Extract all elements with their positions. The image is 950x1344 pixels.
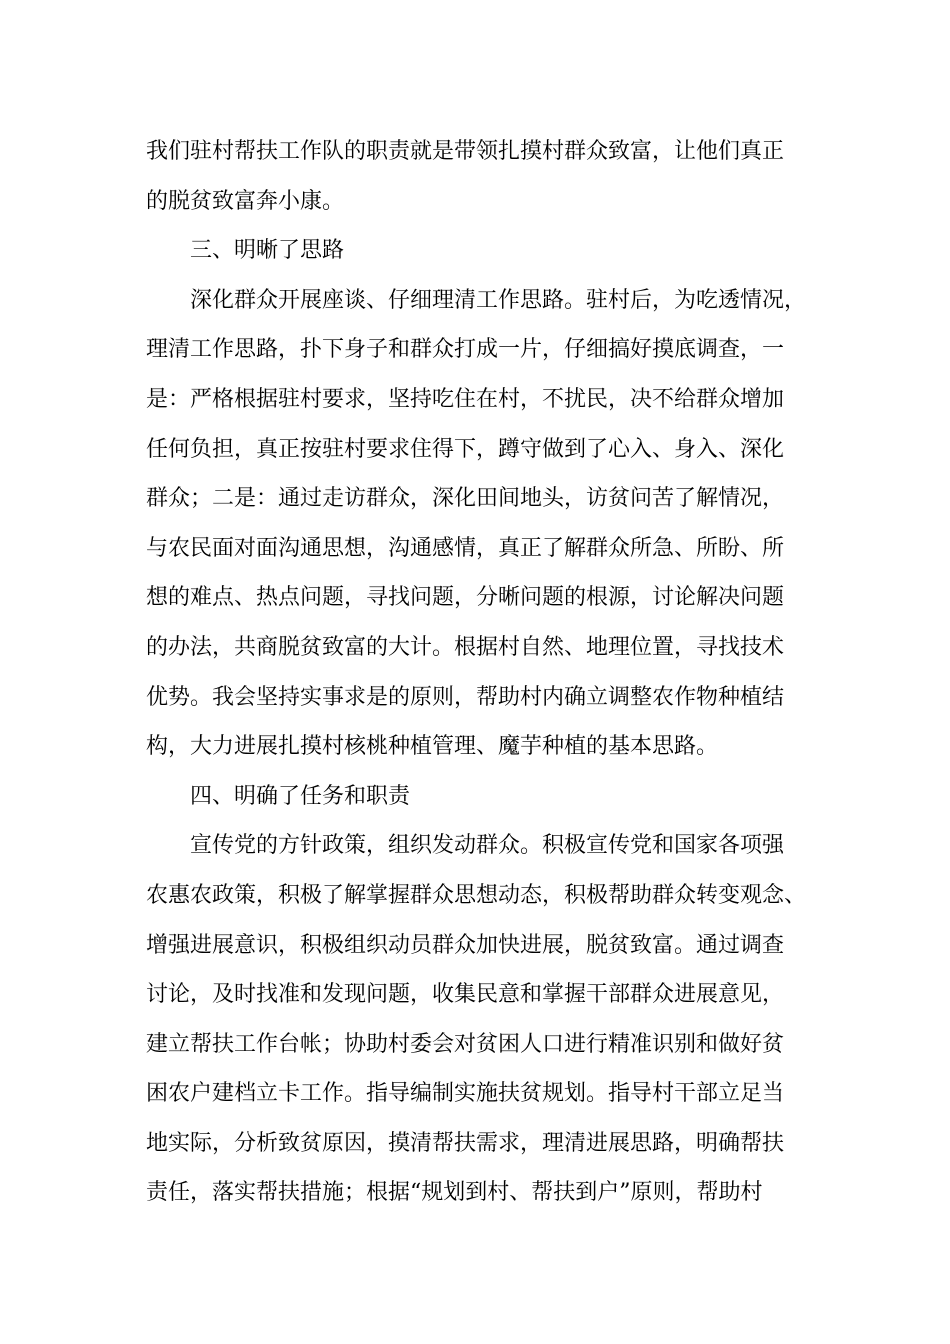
paragraph-line: 优势。我会坚持实事求是的原则，帮助村内确立调整农作物种植结 bbox=[146, 684, 785, 710]
paragraph-line: 想的难点、热点问题，寻找问题，分晰问题的根源，讨论解决问题 bbox=[146, 585, 785, 611]
paragraph-line: 群众；二是：通过走访群众，深化田间地头，访贫问苦了解情况， bbox=[146, 486, 785, 512]
paragraph-line: 的办法，共商脱贫致富的大计。根据村自然、地理位置，寻找技术 bbox=[146, 634, 785, 660]
paragraph-line: 讨论，及时找准和发现问题，收集民意和掌握干部群众进展意见， bbox=[146, 982, 785, 1008]
paragraph-line: 地实际，分析致贫原因，摸清帮扶需求，理清进展思路，明确帮扶 bbox=[146, 1130, 785, 1156]
paragraph-line: 构，大力进展扎摸村核桃种植管理、魔芋种植的基本思路。 bbox=[146, 734, 719, 760]
paragraph-line: 深化群众开展座谈、仔细理清工作思路。驻村后，为吃透情况， bbox=[190, 287, 807, 313]
paragraph-line: 与农民面对面沟通思想，沟通感情，真正了解群众所急、所盼、所 bbox=[146, 535, 785, 561]
paragraph-line: 增强进展意识，积极组织动员群众加快进展，脱贫致富。通过调查 bbox=[146, 932, 785, 958]
paragraph-line: 农惠农政策，积极了解掌握群众思想动态，积极帮助群众转变观念、 bbox=[146, 882, 807, 908]
paragraph-line: 宣传党的方针政策，组织发动群众。积极宣传党和国家各项强 bbox=[190, 833, 785, 859]
paragraph-line: 建立帮扶工作台帐；协助村委会对贫困人口进行精准识别和做好贫 bbox=[146, 1031, 785, 1057]
paragraph-line: 理清工作思路，扑下身子和群众打成一片，仔细搞好摸底调查，一 bbox=[146, 337, 785, 363]
paragraph-line: 任何负担，真正按驻村要求住得下，蹲守做到了心入、身入、深化 bbox=[146, 436, 785, 462]
paragraph-line: 的脱贫致富奔小康。 bbox=[146, 188, 345, 214]
section-heading: 三、明晰了思路 bbox=[190, 238, 345, 264]
paragraph-line: 责任，落实帮扶措施；根据“规划到村、帮扶到户”原则，帮助村 bbox=[146, 1180, 763, 1206]
paragraph-line: 是：严格根据驻村要求，坚持吃住在村，不扰民，决不给群众增加 bbox=[146, 386, 785, 412]
document-body bbox=[146, 127, 826, 1218]
paragraph-line: 我们驻村帮扶工作队的职责就是带领扎摸村群众致富，让他们真正 bbox=[146, 139, 785, 164]
paragraph-line: 困农户建档立卡工作。指导编制实施扶贫规划。指导村干部立足当 bbox=[146, 1081, 785, 1107]
section-heading: 四、明确了任务和职责 bbox=[190, 783, 411, 809]
